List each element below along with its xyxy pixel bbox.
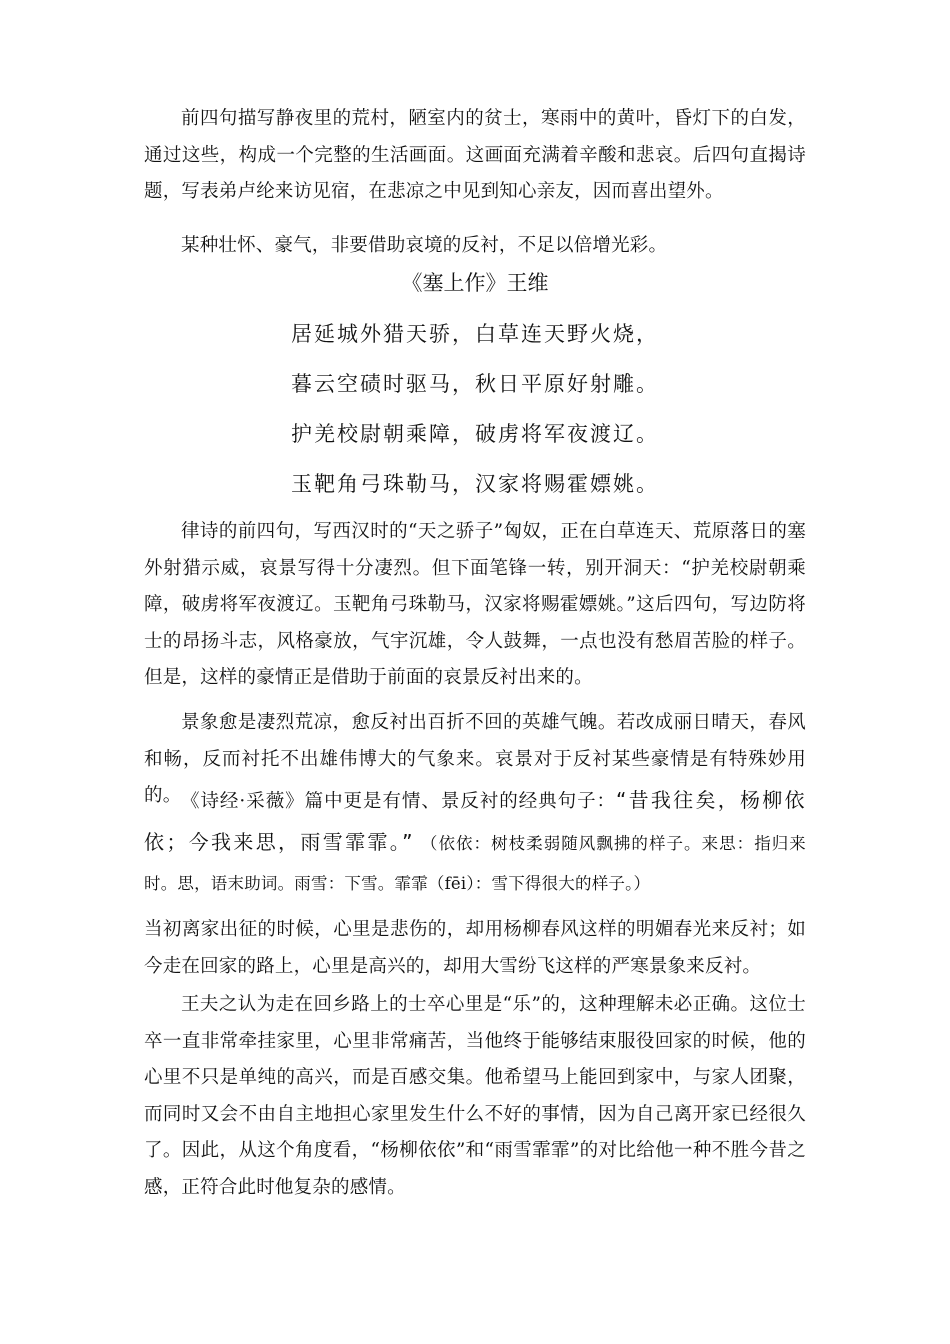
paragraph-7: 王夫之认为走在回乡路上的士卒心里是“乐”的，这种理解未必正确。这位士卒一直非常牵挂家里，心里非常痛苦，当他终于能够结束服役回家的时候，他的心里不只是单纯的高兴，而是百感交集。他希望马上能回到家中，与家人团聚，而同时又会不由自主地担心家里发生什么不好的事情，因为自己离开家已经很久了。因此，从这个角度看，“杨柳依依”和“雨雪霏霏”的对比给他一种不胜今昔之感，正符合此时他复杂的感情。: [144, 994, 806, 1198]
poem-line-2: 暮云空碛时驱马，秋日平原好射雕。: [291, 372, 659, 396]
paragraph-6: 当初离家出征的时候，心里是悲伤的，却用杨柳春风这样的明媚春光来反衬；如今走在回家的路上，心里是高兴的，却用大雪纷飞这样的严寒景象来反衬。: [144, 919, 806, 977]
paragraph-2: 某种壮怀、豪气，非要借助哀境的反衬，不足以倍增光彩。: [181, 235, 668, 256]
poem-line-4: 玉靶角弓珠勒马，汉家将赐霍嫖姚。: [291, 472, 659, 496]
poem-line-1: 居延城外猎天骄，白草连天野火烧，: [291, 322, 659, 346]
paragraph-5: [144, 780, 806, 904]
classic-quote: “昔我往矣，杨柳依依；今我来思，雨雪霏霏。”: [144, 788, 806, 854]
paragraph-1: 前四句描写静夜里的荒村，陋室内的贫士，寒雨中的黄叶，昏灯下的白发，通过这些，构成一个完整的生活画面。这画面充满着辛酸和悲哀。后四句直揭诗题，写表弟卢纶来访见宿，在悲凉之中见到知心亲友，因而喜出望外。: [144, 108, 806, 202]
paragraph-5-lead: 《诗经·采薇》篇中更是有情、景反衬的经典句子：: [181, 791, 617, 812]
poem-title: 《塞上作》王维: [401, 271, 549, 295]
annotation-note: （依依：树枝柔弱随风飘拂的样子。来思：指归来时。思，语末助词。雨雪：下雪。霏霏（fēi）：雪下得很大的样子。）: [144, 834, 806, 893]
paragraph-4: 景象愈是凄烈荒凉，愈反衬出百折不回的英雄气魄。若改成丽日晴天，春风和畅，反而衬托不出雄伟博大的气象来。哀景对于反衬某些豪情是有特殊妙用的。: [144, 712, 806, 806]
paragraph-3: 律诗的前四句，写西汉时的“天之骄子”匈奴，正在白草连天、荒原落日的塞外射猎示威，哀景写得十分凄烈。但下面笔锋一转，别开洞天：“护羌校尉朝乘障，破虏将军夜渡辽。玉靶角弓珠勒马，汉家将赐霍嫖姚。”这后四句，写边防将士的昂扬斗志，风格豪放，气宇沉雄，令人鼓舞，一点也没有愁眉苦脸的样子。但是，这样的豪情正是借助于前面的哀景反衬出来的。: [144, 521, 806, 688]
poem-line-3: 护羌校尉朝乘障，破虏将军夜渡辽。: [291, 422, 659, 446]
